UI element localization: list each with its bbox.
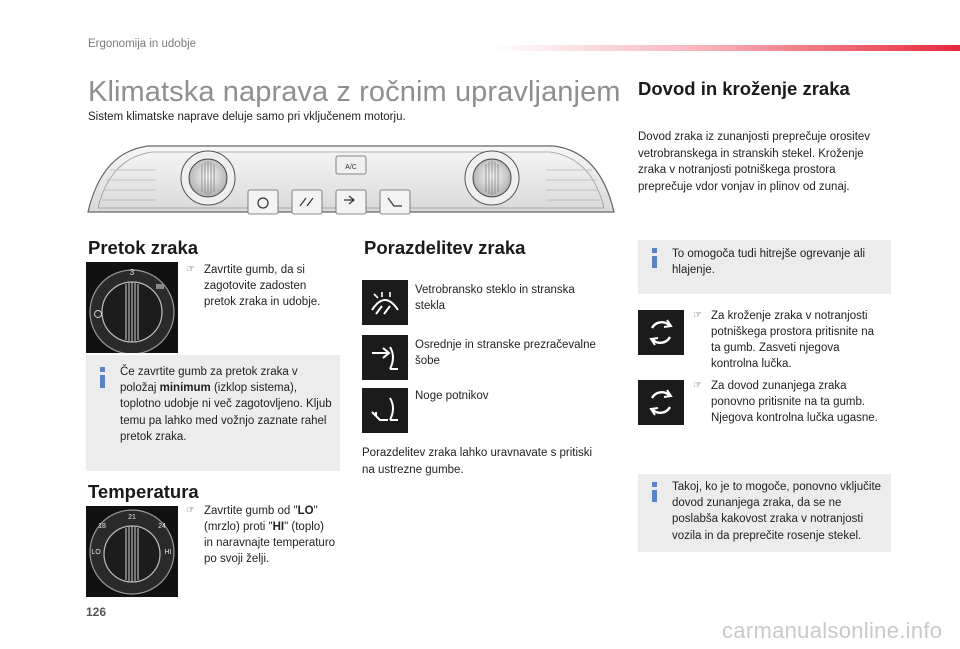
indicator-icon <box>156 284 164 289</box>
temp-mark-right: 24 <box>158 523 166 530</box>
air-flow-instruction <box>186 262 336 310</box>
fan-knob-image <box>86 262 178 353</box>
air-flow-note-box <box>86 355 340 471</box>
section-heading-temperature: Temperatura <box>88 481 199 502</box>
temp-mark-top: 21 <box>128 514 136 521</box>
recirculation-note-box-2 <box>638 474 891 552</box>
note-text-part: (izklop sistema), toplotno udobje ni več zagotovljeno. Kljub temu pa lahko med vožnjo zaznate rahel pretok zraka. <box>120 382 332 443</box>
distribution-label-footwell: Noge potnikov <box>415 390 489 402</box>
exterior-air-text: Za dovod zunanjega zraka ponovno pritisnite na ta gumb. Njegova kontrolna lučka ugasne. <box>711 380 878 424</box>
face-vents-icon <box>362 335 408 380</box>
text-part: " (toplo) in naravnajte temperaturo po svoji želji. <box>204 521 336 565</box>
running-header: Ergonomija in udobje <box>88 38 197 50</box>
bullet-arrow-icon: ☞ <box>693 380 702 391</box>
temp-mark-left: 18 <box>98 523 106 530</box>
bullet-arrow-icon: ☞ <box>186 505 195 516</box>
text-bold-lo: LO <box>297 505 314 517</box>
recirculation-on-instruction <box>693 308 883 372</box>
distribution-label-windscreen: Vetrobransko steklo in stranska stekla <box>415 284 575 312</box>
bullet-arrow-icon: ☞ <box>693 310 702 321</box>
climate-control-panel-illustration <box>84 140 618 218</box>
info-icon-bar <box>100 375 105 388</box>
info-icon-dot <box>652 248 657 253</box>
text-bold-hi: HI <box>272 521 285 533</box>
distribution-footer-text: Porazdelitev zraka lahko uravnavate s pritiski na ustrezne gumbe. <box>362 447 593 476</box>
footwell-icon <box>362 388 408 433</box>
temperature-instruction <box>186 503 336 567</box>
temp-mark-hi: HI <box>164 549 172 556</box>
exterior-air-instruction <box>693 378 893 426</box>
ac-button-label: A/C <box>345 164 357 171</box>
temp-mark-lo: LO <box>91 549 101 556</box>
recirculation-note-box-1 <box>638 240 891 294</box>
section-heading-recirculation: Dovod in kroženje zraka <box>638 78 850 99</box>
windscreen-icon <box>362 280 408 325</box>
note-text-part: Če zavrtite gumb za pretok zraka v položaj <box>120 366 298 395</box>
temperature-instruction-text <box>186 503 336 567</box>
text-part: Zavrtite gumb od " <box>204 505 298 517</box>
header-accent-bar <box>490 45 960 51</box>
text-part: " (mrzlo) proti " <box>204 505 318 533</box>
distribution-label-face-vents: Osrednje in stranske prezračevalne šobe <box>415 339 596 367</box>
info-icon-dot <box>100 367 105 372</box>
recirculation-on-text: Za kroženje zraka v notranjosti potniškega prostora pritisnite na ta gumb. Zasveti njegova kontrolna lučka. <box>711 310 875 370</box>
watermark: carmanualsonline.info <box>722 618 943 643</box>
air-flow-note-text <box>120 364 332 445</box>
section-heading-air-flow: Pretok zraka <box>88 237 199 258</box>
air-flow-instruction-text: Zavrtite gumb, da si zagotovite zadosten pretok zraka in udobje. <box>204 264 321 308</box>
fan-knob-number: 3 <box>129 268 135 277</box>
bullet-arrow-icon: ☞ <box>186 264 195 275</box>
page-title: Klimatska naprava z ročnim upravljanjem <box>88 76 621 108</box>
fan-speed-knob <box>181 151 235 205</box>
page-number: 126 <box>86 605 107 619</box>
recirculation-note-2-text: Takoj, ko je to mogoče, ponovno vključite dovod zunanjega zraka, da se ne poslabša kakovost zraka v notranjosti vozila in da preprečite rosenje stekel. <box>672 481 882 542</box>
temperature-knob <box>465 151 519 205</box>
info-icon-dot <box>652 482 657 487</box>
exterior-air-icon <box>638 380 684 425</box>
info-icon-bar <box>652 490 657 502</box>
recirculation-body-text: Dovod zraka iz zunanjosti preprečuje orositev vetrobranskega in stranskih stekel. Kroženje zraka v notranjosti potniškega prostora preprečuje vdor vonjav in plinov od zunaj. <box>638 131 871 193</box>
note-text-bold: minimum <box>159 382 211 395</box>
temperature-knob-image <box>86 506 178 597</box>
recirculation-note-1-text: To omogoča tudi hitrejše ogrevanje ali hlajenje. <box>672 248 866 277</box>
info-icon-bar <box>652 256 657 268</box>
recirculation-icon <box>638 310 684 355</box>
intro-text: Sistem klimatske naprave deluje samo pri vključenem motorju. <box>88 111 406 123</box>
section-heading-distribution: Porazdelitev zraka <box>364 237 526 258</box>
